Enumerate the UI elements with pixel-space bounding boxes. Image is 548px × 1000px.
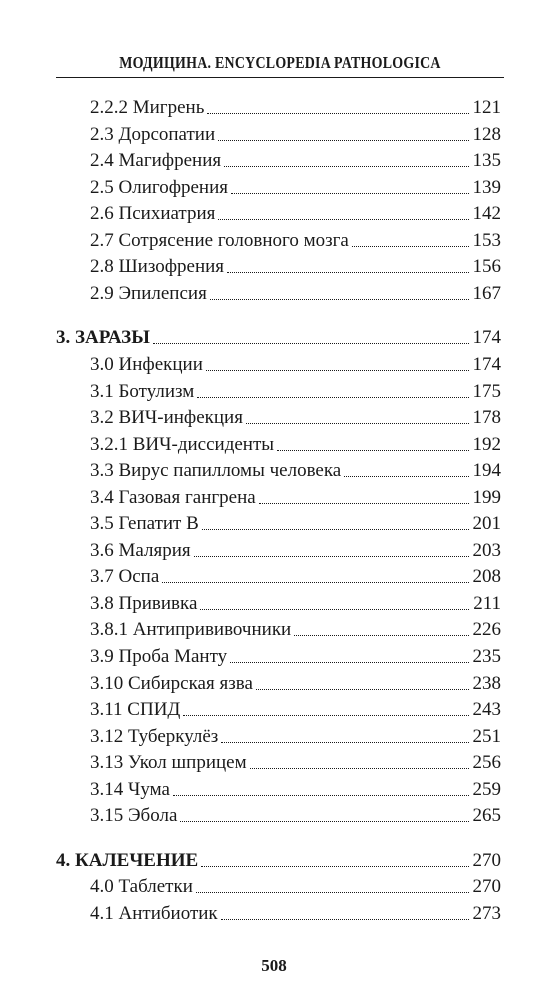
toc-entry[interactable]: [90, 778, 501, 802]
dot-leader: [207, 96, 468, 120]
toc-entry-title: 3.10 Сибирская язва: [90, 672, 253, 694]
toc-entry[interactable]: [90, 539, 501, 563]
toc-entry-page: 273: [472, 902, 501, 924]
toc-entry[interactable]: [90, 282, 501, 306]
toc-entry[interactable]: [90, 123, 501, 147]
toc-chapter-entry[interactable]: [56, 326, 501, 350]
dot-leader: [344, 459, 468, 483]
toc-entry-title: 2.7 Сотрясение головного мозга: [90, 229, 349, 251]
dot-leader: [200, 592, 469, 616]
toc-entry-page: 142: [472, 203, 501, 225]
toc-entry-title: 3.0 Инфекции: [90, 354, 203, 375]
toc-chapter-entry[interactable]: [56, 849, 501, 873]
dot-leader: [196, 875, 469, 899]
dot-leader: [162, 565, 468, 589]
toc-entry-page: 156: [472, 256, 501, 278]
toc-entry[interactable]: [90, 751, 501, 775]
toc-entry-title: 4.1 Антибиотик: [90, 902, 218, 924]
toc-entry[interactable]: [90, 96, 501, 120]
toc-entry-page: 135: [472, 150, 501, 172]
toc-entry-title: 3.1 Ботулизм: [90, 380, 195, 402]
toc-entry-title: 3.6 Малярия: [90, 539, 191, 561]
toc-entry-page: 238: [472, 672, 501, 694]
toc-entry-page: 199: [472, 486, 501, 508]
dot-leader: [352, 229, 469, 253]
toc-entry-title: 4.0 Таблетки: [90, 876, 193, 898]
toc-entry-title: 2.5 Олигофрения: [90, 176, 229, 198]
toc-entry-page: 265: [472, 805, 501, 827]
toc-entry-page: 121: [472, 97, 501, 118]
dot-leader: [277, 433, 468, 457]
toc-entry[interactable]: [90, 698, 501, 722]
dot-leader: [294, 618, 468, 642]
dot-leader: [227, 255, 468, 279]
toc-entry-page: 201: [472, 513, 501, 535]
toc-entry-title: 3.4 Газовая гангрена: [90, 486, 256, 508]
toc-entry[interactable]: [90, 725, 501, 749]
toc-entry-title: 3.5 Гепатит В: [90, 513, 199, 535]
toc-entry-page: 153: [472, 229, 501, 251]
toc-entry[interactable]: [90, 202, 501, 226]
dot-leader: [206, 353, 469, 377]
toc-entry-page: 270: [472, 876, 501, 898]
toc-entry[interactable]: [90, 672, 501, 696]
toc-entry-title: 2.8 Шизофрения: [90, 256, 225, 278]
toc-entry-title: 3.9 Проба Манту: [90, 646, 228, 667]
toc-entry-title: 3.3 Вирус папилломы человека: [90, 460, 342, 482]
page-number: 508: [261, 956, 287, 975]
toc-entry-title: 3.7 Оспа: [90, 566, 160, 588]
toc-entry-page: 175: [472, 380, 501, 402]
toc-entry[interactable]: [90, 229, 501, 253]
dot-leader: [221, 902, 469, 926]
dot-leader: [231, 176, 468, 200]
toc-entry-title: 2.2.2 Мигрень: [90, 97, 205, 118]
toc-entry[interactable]: [90, 902, 501, 926]
dot-leader: [246, 406, 469, 430]
toc-entry-title: 3.15 Эбола: [90, 805, 178, 827]
running-head: МОДИЦИНА. ENCYCLOPEDIA PATHOLOGICA: [119, 53, 441, 72]
dot-leader: [197, 380, 468, 404]
toc-entry[interactable]: [90, 255, 501, 279]
dot-leader: [210, 282, 469, 306]
dot-leader: [256, 672, 469, 696]
toc-entry-page: 208: [472, 566, 501, 588]
dot-leader: [202, 512, 469, 536]
toc-entry-title: 4. КАЛЕЧЕНИЕ: [56, 849, 199, 871]
toc-entry[interactable]: [90, 804, 501, 828]
dot-leader: [250, 751, 469, 775]
toc-entry-title: 2.3 Дорсопатии: [90, 123, 216, 145]
toc-entry[interactable]: [90, 875, 501, 899]
toc-entry-title: 3.12 Туберкулёз: [90, 725, 219, 747]
toc-entry[interactable]: [90, 618, 501, 642]
dot-leader: [259, 486, 469, 510]
toc-entry-page: 139: [472, 176, 501, 198]
dot-leader: [224, 149, 468, 173]
toc-entry-page: 167: [472, 282, 501, 304]
toc-entry[interactable]: [90, 512, 501, 536]
dot-leader: [218, 202, 468, 226]
toc-entry-title: 3.8.1 Антипрививочники: [90, 619, 292, 641]
toc-entry-title: 3.11 СПИД: [90, 699, 181, 721]
toc-entry-title: 3.13 Укол шприцем: [90, 752, 247, 774]
dot-leader: [180, 804, 468, 828]
toc-entry-page: 203: [472, 539, 501, 561]
toc-entry-page: 211: [473, 592, 501, 614]
toc-entry[interactable]: [90, 149, 501, 173]
toc-entry-page: 178: [472, 407, 501, 429]
toc-entry[interactable]: [90, 486, 501, 510]
toc-entry-page: 256: [472, 752, 501, 774]
toc-entry-page: 259: [472, 778, 501, 800]
toc-entry-page: 235: [472, 646, 501, 667]
toc-entry-title: 3.2 ВИЧ-инфекция: [90, 407, 243, 429]
toc-entry[interactable]: [90, 645, 501, 669]
toc-entry[interactable]: [90, 592, 501, 616]
dot-leader: [173, 778, 469, 802]
toc-entry[interactable]: [90, 459, 501, 483]
toc-entry-title: 3.8 Прививка: [90, 592, 198, 614]
toc-entry-title: 3. ЗАРАЗЫ: [56, 327, 150, 349]
toc-entry[interactable]: [90, 433, 501, 457]
dot-leader: [221, 725, 468, 749]
toc-entry-page: 174: [472, 327, 501, 349]
toc-entry-page: 270: [472, 849, 501, 871]
toc-entry-page: 194: [472, 460, 501, 482]
toc-entry[interactable]: [90, 565, 501, 589]
toc-entry-page: 251: [472, 725, 501, 747]
toc-entry-title: 3.14 Чума: [90, 778, 170, 800]
toc-entry-page: 192: [472, 433, 501, 455]
toc-entry[interactable]: [90, 176, 501, 200]
toc-entry-title: 3.2.1 ВИЧ-диссиденты: [90, 433, 275, 455]
toc-entry[interactable]: [90, 406, 501, 430]
toc-entry-title: 2.4 Магифрения: [90, 150, 222, 172]
dot-leader: [194, 539, 469, 563]
dot-leader: [218, 123, 468, 147]
toc-entry-page: 243: [472, 699, 501, 721]
dot-leader: [201, 849, 468, 873]
toc-entry-title: 2.6 Психиатрия: [90, 203, 216, 225]
toc-entry-page: 174: [472, 354, 501, 375]
toc-entry-page: 128: [472, 123, 501, 145]
toc-entry[interactable]: [90, 353, 501, 377]
dot-leader: [230, 645, 468, 669]
toc-entry-page: 226: [472, 619, 501, 641]
dot-leader: [183, 698, 468, 722]
toc-entry[interactable]: [90, 380, 501, 404]
toc-entry-title: 2.9 Эпилепсия: [90, 282, 207, 304]
dot-leader: [153, 326, 469, 350]
